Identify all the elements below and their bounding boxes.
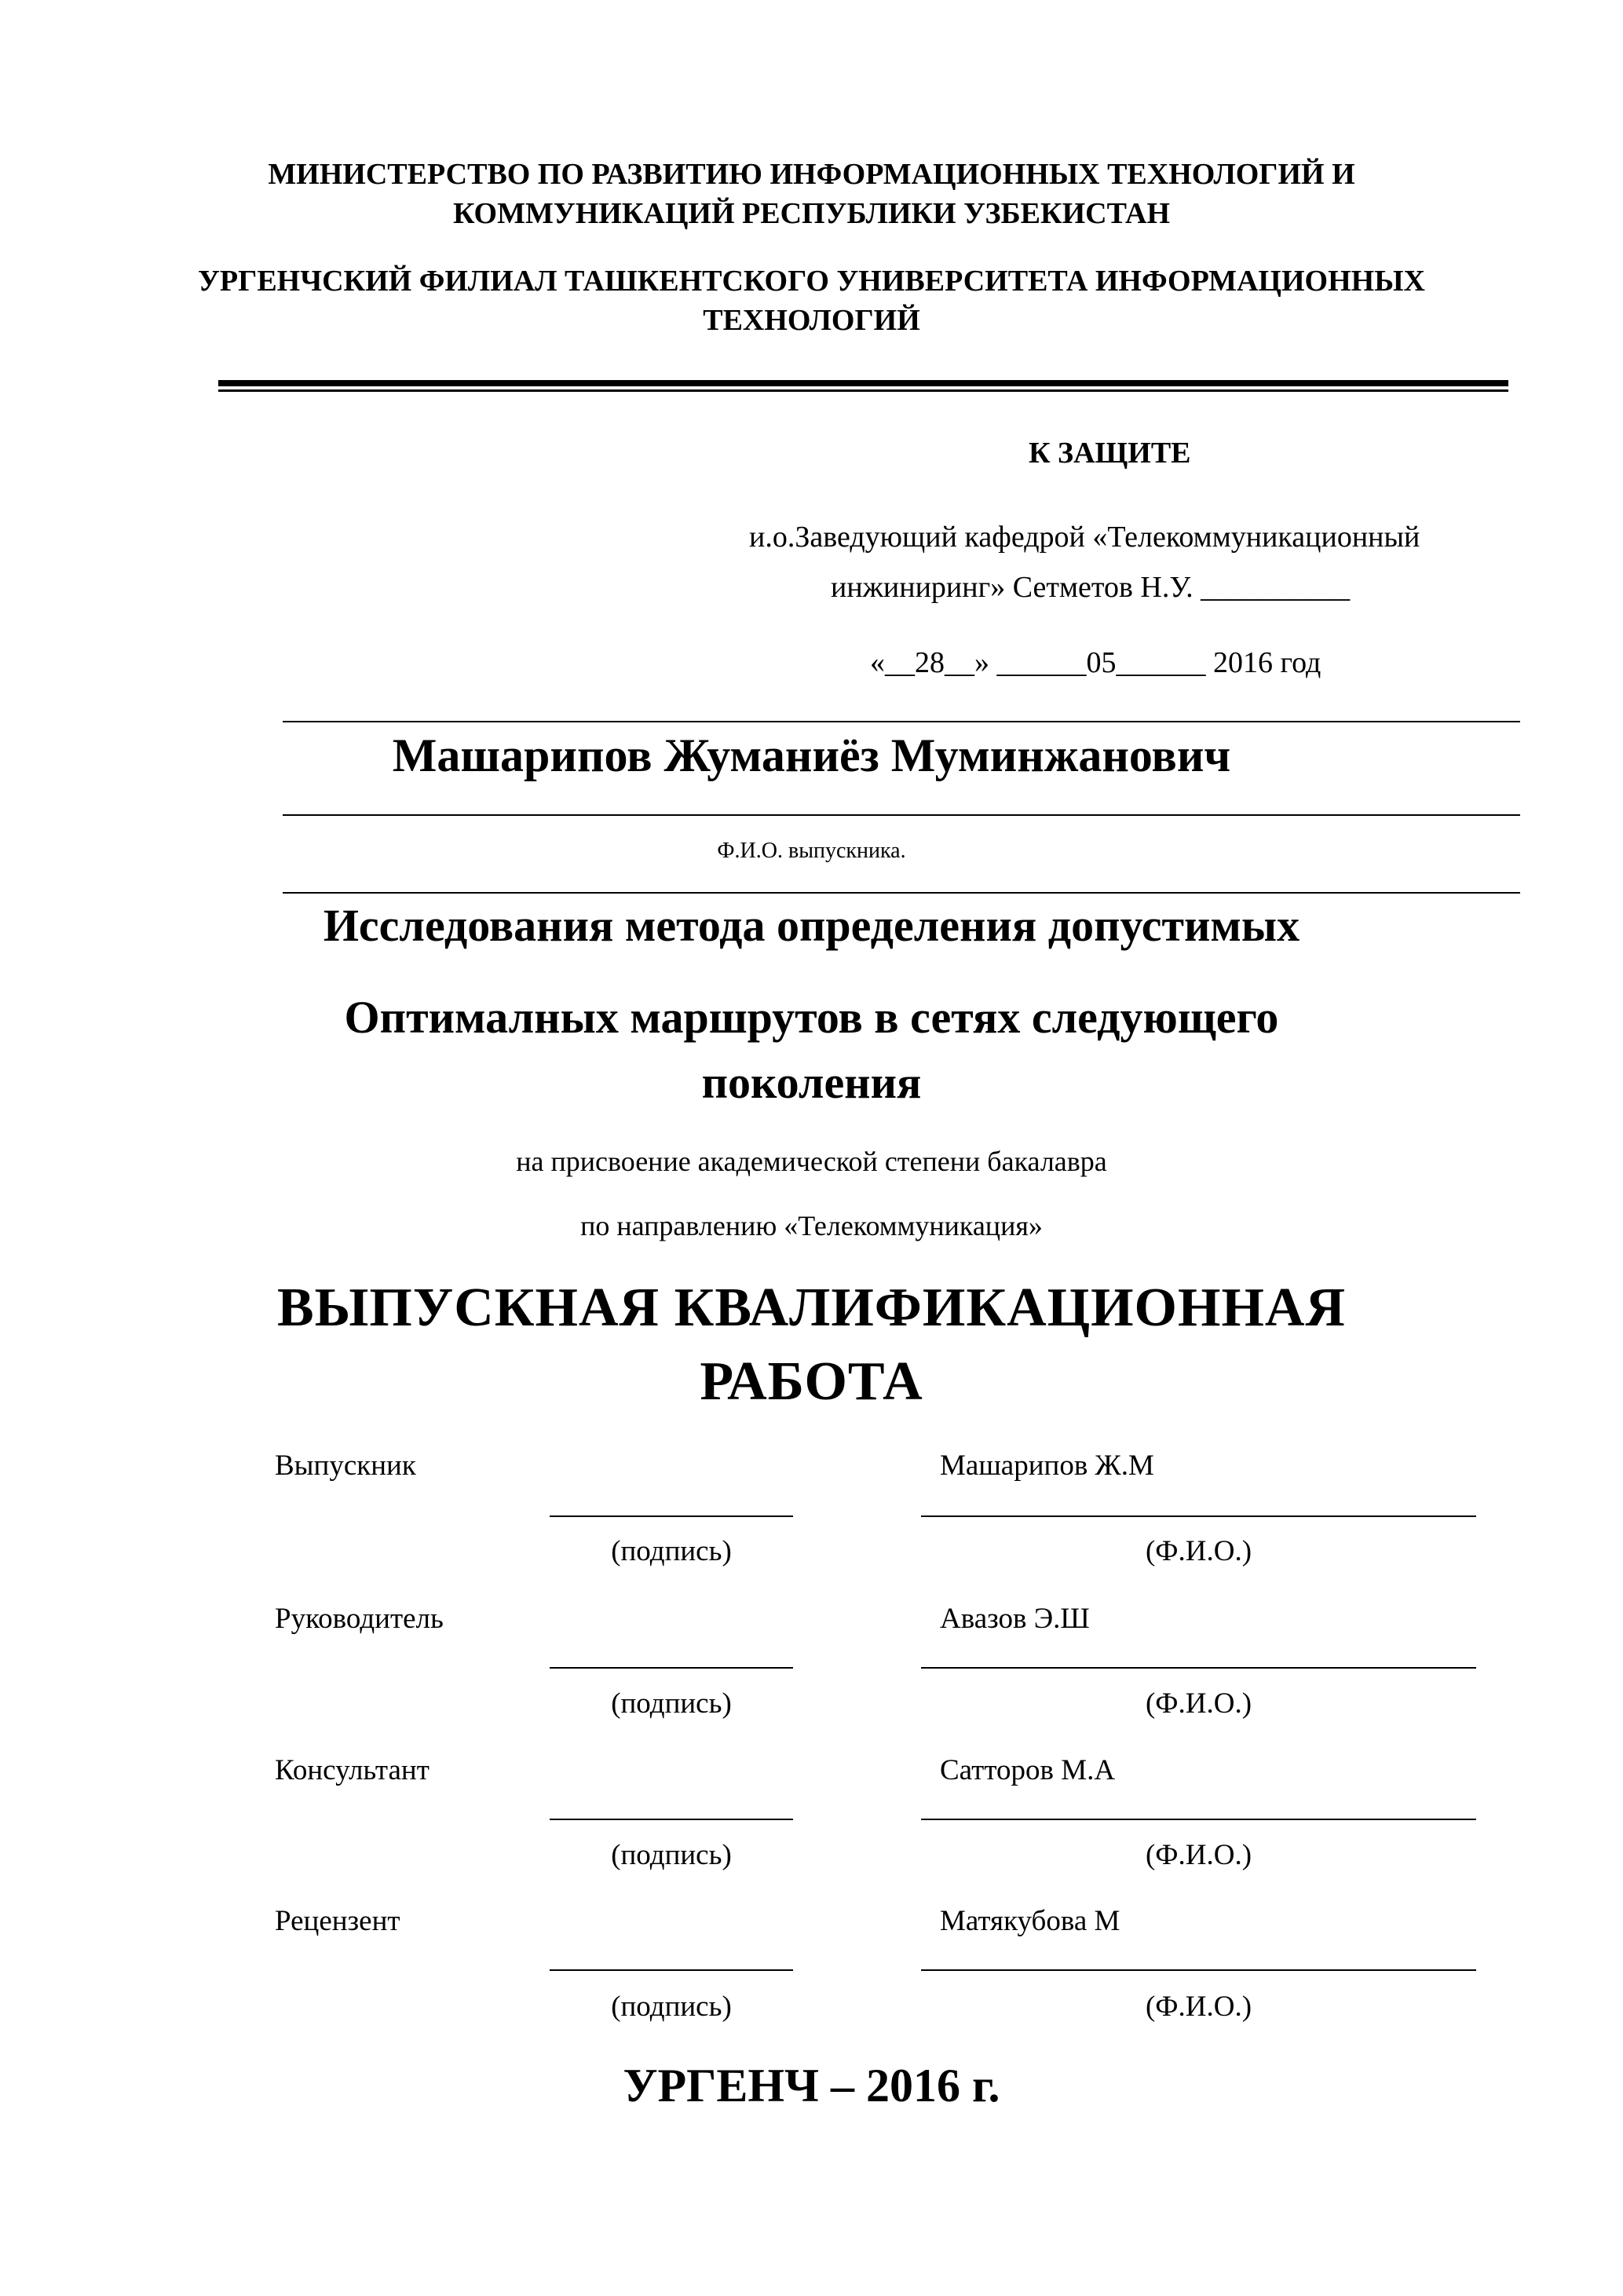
- work-title-line-2: РАБОТА: [700, 1351, 923, 1412]
- date-day: __28__: [885, 646, 974, 679]
- sig-line-consultant: [550, 1819, 793, 1820]
- degree-line-1: на присвоение академической степени бакалавра: [516, 1146, 1107, 1177]
- ministry-line-1: МИНИСТЕРСТВО ПО РАЗВИТИЮ ИНФОРМАЦИОННЫХ ТЕХНОЛОГИЙ И: [268, 158, 1355, 191]
- sig-caption-graduate: (подпись): [611, 1535, 732, 1567]
- fio-caption-supervisor: (Ф.И.О.): [1145, 1687, 1252, 1720]
- topic-line-3: поколения: [701, 1057, 922, 1108]
- sig-line-graduate: [550, 1515, 793, 1517]
- sig-caption-supervisor: (подпись): [611, 1687, 732, 1720]
- name-bottom-rule: [283, 814, 1520, 816]
- name-line-supervisor: [921, 1667, 1476, 1669]
- ministry-line-2: КОММУНИКАЦИЙ РЕСПУБЛИКИ УЗБЕКИСТАН: [452, 197, 1171, 230]
- approval-date: [870, 645, 1321, 680]
- sig-name-consultant: Сатторов М.А: [940, 1754, 1116, 1786]
- sig-role-consultant: Консультант: [275, 1754, 430, 1786]
- sig-role-reviewer: Рецензент: [275, 1905, 400, 1937]
- name-line-reviewer: [921, 1969, 1476, 1971]
- sig-caption-reviewer: (подпись): [611, 1991, 732, 2023]
- approval-title: К ЗАЩИТЕ: [1029, 437, 1191, 470]
- header-thick-rule: [218, 380, 1508, 386]
- branch-line-2: ТЕХНОЛОГИЙ: [703, 304, 920, 337]
- branch-line-1: УРГЕНЧСКИЙ ФИЛИАЛ ТАШКЕНТСКОГО УНИВЕРСИТЕТА ИНФОРМАЦИОННЫХ: [198, 265, 1425, 298]
- fio-caption-reviewer: (Ф.И.О.): [1145, 1991, 1252, 2023]
- fio-caption-graduate: (Ф.И.О.): [1145, 1535, 1252, 1567]
- sig-name-supervisor: Авазов Э.Ш: [940, 1603, 1090, 1635]
- sig-line-supervisor: [550, 1667, 793, 1669]
- date-open-quote: «: [870, 646, 885, 679]
- graduate-full-name: Машарипов Жуманиёз Муминжанович: [392, 729, 1231, 781]
- name-line-graduate: [921, 1515, 1476, 1517]
- sig-name-reviewer: Матякубова М: [940, 1905, 1120, 1937]
- graduate-caption: Ф.И.О. выпускника.: [717, 839, 906, 863]
- sig-role-supervisor: Руководитель: [275, 1603, 444, 1635]
- approval-line-1: и.о.Заведующий кафедрой «Телекоммуникационный: [749, 521, 1420, 554]
- date-rest: » ______05______ 2016 год: [974, 646, 1321, 679]
- fio-caption-consultant: (Ф.И.О.): [1145, 1839, 1252, 1871]
- sig-name-graduate: Машарипов Ж.М: [940, 1450, 1154, 1482]
- approval-line-2: инжиниринг» Сетметов Н.У. __________: [831, 571, 1351, 604]
- topic-line-1: Исследования метода определения допустимых: [323, 900, 1300, 951]
- name-line-consultant: [921, 1819, 1476, 1820]
- sig-caption-consultant: (подпись): [611, 1839, 732, 1871]
- header-thin-rule: [218, 389, 1508, 392]
- degree-line-2: по направлению «Телекоммуникация»: [580, 1210, 1043, 1241]
- name-top-rule: [283, 721, 1520, 722]
- footer-city-year: УРГЕНЧ – 2016 г.: [623, 2060, 1000, 2111]
- topic-line-2: Оптималных маршрутов в сетях следующего: [344, 992, 1279, 1043]
- sig-line-reviewer: [550, 1969, 793, 1971]
- sig-role-graduate: Выпускник: [275, 1450, 416, 1482]
- work-title-line-1: ВЫПУСКНАЯ КВАЛИФИКАЦИОННАЯ: [276, 1278, 1347, 1338]
